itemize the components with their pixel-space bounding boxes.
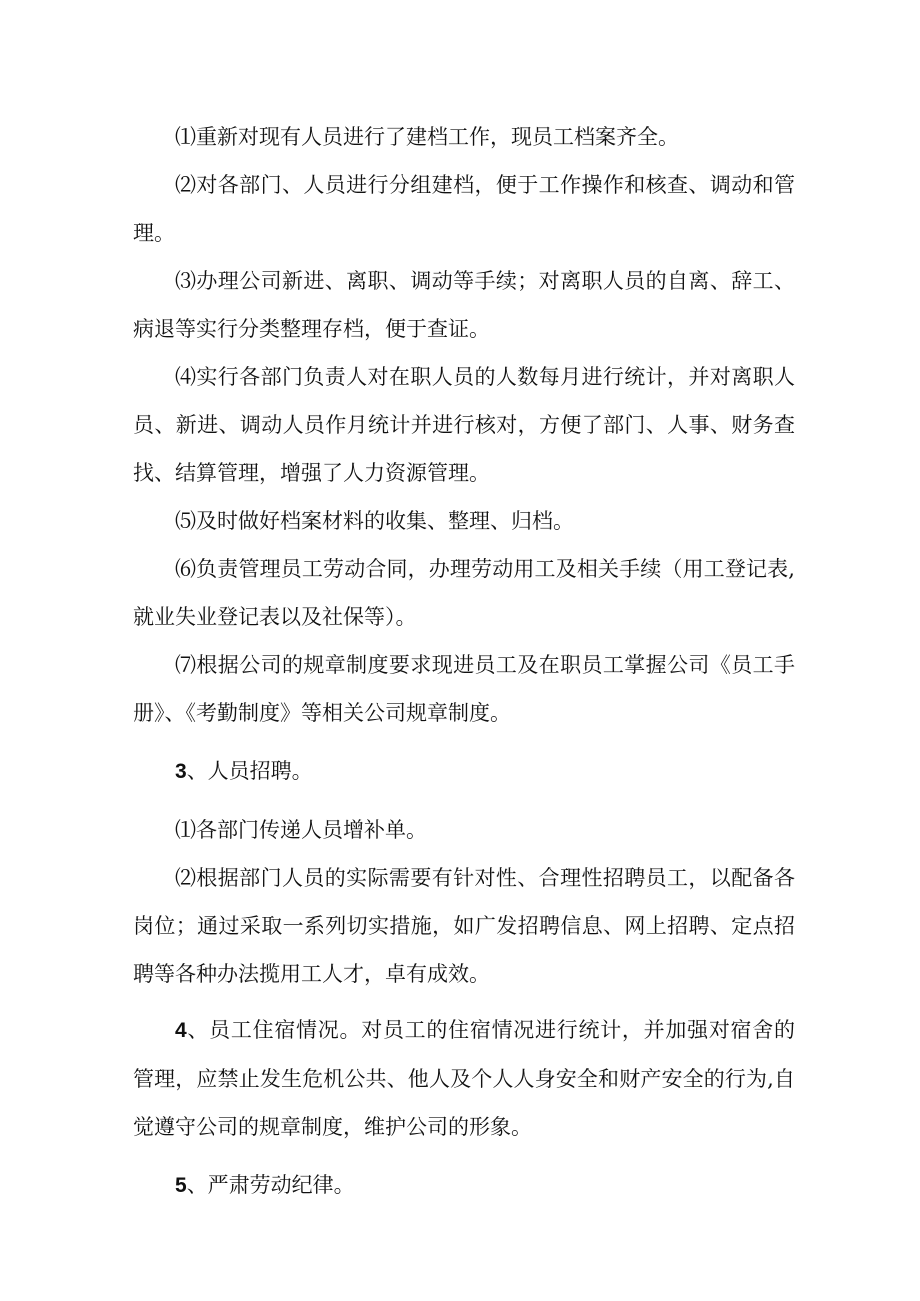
section-4-text: 、员工住宿情况。对员工的住宿情况进行统计，并加强对宿舍的管理，应禁止发生危机公共、他人及个人人身安全和财产安全的行为,自觉遵守公司的规章制度，维护公司的形象。 (133, 1018, 795, 1139)
paragraph-item-2: ⑵对各部门、人员进行分组建档，便于工作操作和核查、调动和管理。 (133, 173, 795, 245)
paragraph-item-4: ⑷实行各部门负责人对在职人员的人数每月进行统计，并对离职人员、新进、调动人员作月统计并进行核对，方便了部门、人事、财务查找、结算管理，增强了人力资源管理。 (133, 365, 795, 485)
section-3-heading (133, 747, 795, 796)
section-3-item-1: ⑴各部门传递人员增补单。 (175, 818, 427, 842)
paragraph-item-3: ⑶办理公司新进、离职、调动等手续；对离职人员的自离、辞工、病退等实行分类整理存档，便于查证。 (133, 269, 795, 341)
section-3-item-2: ⑵根据部门人员的实际需要有针对性、合理性招聘员工，以配备各岗位；通过采取一系列切实措施，如广发招聘信息、网上招聘、定点招聘等各种办法揽用工人才，卓有成效。 (133, 866, 795, 986)
section-5-number: 5 (175, 1174, 187, 1197)
section-4-number: 4 (175, 1019, 187, 1042)
section-4-paragraph (133, 1006, 795, 1151)
document-body (133, 113, 795, 1210)
paragraph-item-1: ⑴重新对现有人员进行了建档工作，现员工档案齐全。 (175, 125, 679, 149)
section-5-heading (133, 1161, 795, 1210)
paragraph-item-6: ⑹负责管理员工劳动合同，办理劳动用工及相关手续（用工登记表,就业失业登记表以及社保等）。 (133, 557, 795, 629)
section-5-title: 、严肃劳动纪律。 (186, 1173, 355, 1197)
section-3-number: 3 (175, 760, 187, 783)
paragraph-item-7: ⑺根据公司的规章制度要求现进员工及在职员工掌握公司《员工手册》、《考勤制度》等相关公司规章制度。 (133, 653, 795, 725)
section-3-title: 、人员招聘。 (186, 759, 313, 783)
paragraph-item-5: ⑸及时做好档案材料的收集、整理、归档。 (175, 509, 574, 533)
